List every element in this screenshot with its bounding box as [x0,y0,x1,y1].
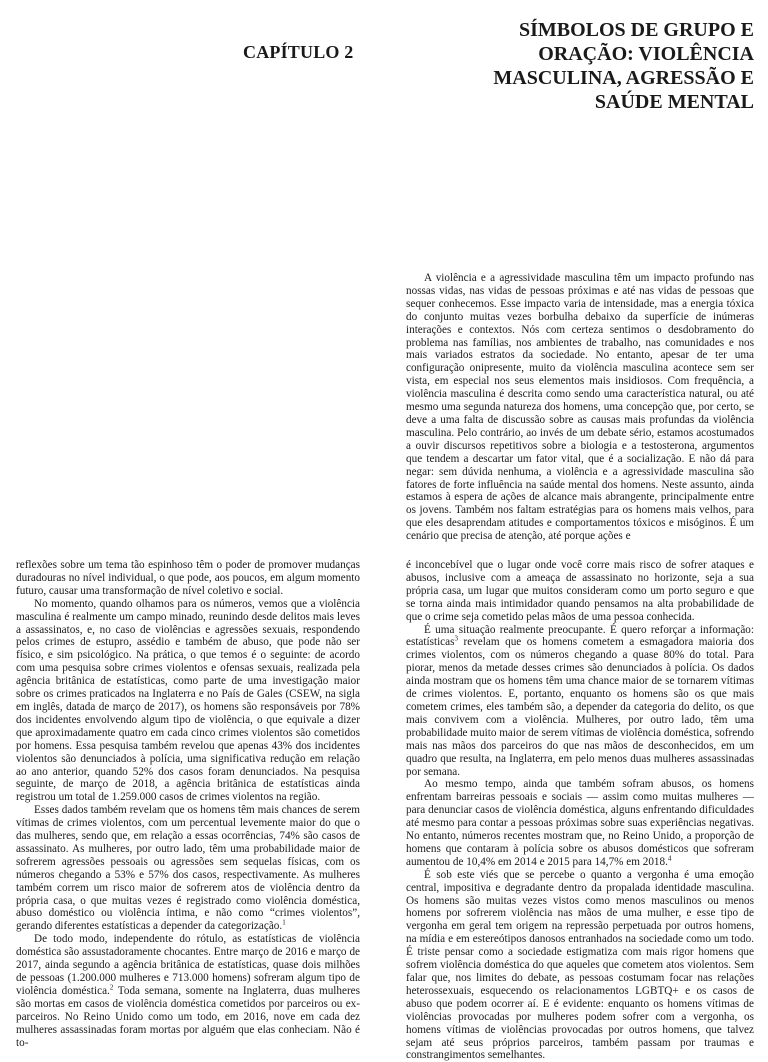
paragraph-text: De todo modo, independente do rótulo, as estatísticas de violência doméstica são assustadoramente chocantes. Entre março de 2016 e março de 2017, ainda segundo a agência britânica de estatísticas, quase dois milhões de pessoas (1.200.000 mulheres e 713.000 homens) sofreram algum tipo de violência doméstica. [16,933,360,997]
footnote-ref[interactable]: 1 [282,918,286,927]
paragraph-text: Ao mesmo tempo, ainda que também sofram abusos, os homens enfrentam barreiras pessoais e sociais — assim como muitas mulheres — para denunciar casos de violência doméstica, alguns enfrentando dificuldades até mesmo para contar a pessoas próximas sobre suas experiências negativas. No entanto, números recentes mostram que, no Reino Unido, a proporção de homens que contaram à polícia sobre os abusos domésticos que sofreram aumentou de 10,4% em 2014 e 2015 para 14,7% em 2018. [406,778,754,868]
paragraph-text: Esses dados também revelam que os homens têm mais chances de serem vítimas de crimes violentos, com um percentual levemente maior do que o das mulheres, sendo que, em relação a essas ocorrências, 74% são casos de assassinato. As mulheres, por outro lado, têm uma probabilidade maior de sofrerem agressões pessoais ou agressões sem sequelas físicas, com os números chegando a 53% e 57% dos casos, respectivamente. As mulheres também correm um risco maior de sofrerem atos de violência dentro da própria casa, o que muitas vezes é registrado como violência doméstica, abuso doméstico ou violência íntima, e não como “crimes violentos”, gerando diferentes estatísticas a depender da categorização. [16,804,360,933]
title-line: SAÚDE MENTAL [594,91,754,113]
intro-column [406,272,754,543]
title-line: SÍMBOLOS DE GRUPO E [518,19,754,41]
paragraph: No momento, quando olhamos para os números, vemos que a violência masculina é realmente um campo minado, reunindo desde delitos mais leves a assassinatos, e, no caso de violências e agressões sexuais, respondendo pelos crimes de estupro, assédio e também de abuso, que pode não ser físico, e sim psicológico. Na prática, o que temos é o seguinte: de acordo com uma pesquisa sobre crimes violentos e ofensas sexuais, realizada pela agência britânica de estatísticas, como parte de uma investigação maior sobre os crimes praticados na Inglaterra e no País de Gales (CSEW, na sigla em inglês, datada de março de 2017), os homens são responsáveis por 78% dos incidentes envolvendo algum tipo de violência, o que equivale a dizer que aproximadamente quatro em cada cinco crimes violentos são cometidos por homens. Essa pesquisa também revelou que apenas 43% dos incidentes violentos são denunciados à polícia, uma significativa redução em relação ao ano anterior, quando 52% dos casos foram denunciados. Na pesquisa seguinte, de março de 2018, a agência britânica de estatísticas ainda registrou um total de 1.259.000 casos de crimes violentos na região. [16,597,360,804]
paragraph [16,804,360,933]
footnote-ref[interactable]: 2 [109,983,114,992]
paragraph: É sob este viés que se percebe o quanto a vergonha é uma emoção central, impositiva e degradante dentro da propalada identidade masculina. Os homens são muitas vezes vistos como menos masculinos ou menos homens por sofrerem violência nas mãos de uma mulher, e esse tipo de vergonha em geral tem origem na repressão perpetuada por outros homens, na mídia e em estereótipos danosos entranhados na sociedade como um todo. É triste pensar como a sociedade estigmatiza com mais rigor homens que sofrem violência doméstica do que aqueles que cometem atos violentos. Sem falar que, nos limites do debate, as pessoas costumam focar nas relações heterossexuais, esquecendo os relacionamentos LGBTQ+ e os casos de abuso que podem ocorrer aí. E é evidente: enquanto os homens vítimas de violências provocadas por mulheres podem sofrer com a vergonha, os homens vítimas de violências provocadas por outros homens, que talvez sejam até seus próprios parceiros, também passam por traumas e constrangimentos semelhantes. [406,868,754,1062]
paragraph [406,778,754,868]
intro-paragraph: A violência e a agressividade masculina têm um impacto profundo nas nossas vidas, nas vidas de pessoas próximas e até nas vidas de pessoas que sequer conhecemos. Esse impacto varia de intensidade, mas a energia tóxica do conjunto muitas vezes borbulha debaixo da superfície de inúmeras interações e contextos. Nós com certeza sentimos o desdobramento do problema nas famílias, nos ambientes de trabalho, nas comunidades e nos mais variados estratos da sociedade. No entanto, apesar de ter uma configuração onipresente, muito da violência masculina acontece sem ser vista, em especial nos seus elementos mais insidiosos. Com frequência, a violência masculina é descrita como sendo uma característica natural, ou até mesmo uma segunda natureza dos homens, uma concepção que, por certo, se deve a uma falta de discussão sobre as causas mais profundas da violência masculina. Pelo contrário, ao invés de um debate sério, estamos acostumados a ouvir discursos repetitivos sobre a biologia e a testosterona, argumentos que tendem a descartar um fator vital, que é a socialização. E não dá para negar: sem dúvida nenhuma, a violência e a agressividade masculina são fatores de forte influência na saúde mental dos homens. Neste assunto, ainda estamos à espera de ações de alcance mais abrangente, principalmente entre os jovens. Também nos faltam estratégias para os homens mais velhos, para que eles desaprendam atitudes e comportamentos tóxicos e misóginos. É um cenário que precisa de atenção, até porque ações e [406,272,754,543]
footnote-ref[interactable]: 4 [667,854,672,863]
paragraph-text: Toda semana, somente na Inglaterra, duas mulheres são mortas em casos de violência doméstica cometidos por parceiros ou ex-parceiros. No Reino Unido como um todo, em 2016, nove em cada dez mulheres assassinadas foram mortas por alguém que elas conheciam. Não é to- [16,984,360,1049]
right-column [406,559,754,1062]
paragraph [16,933,360,1049]
title-line: ORAÇÃO: VIOLÊNCIA [538,43,754,65]
paragraph-continued: reflexões sobre um tema tão espinhoso têm o poder de promover mudanças duradouras no nível individual, o que pode, aos poucos, em algum momento futuro, causar uma transformação de nível coletivo e social. [16,559,360,597]
paragraph-text: revelam que os homens cometem a esmagadora maioria dos crimes violentos, com os números chegando a quase 80% do total. Para piorar, menos da metade desses crimes são denunciados à polícia. Os dados ainda mostram que os homens têm uma chance maior de se tornarem vítimas de crimes violentos. E, portanto, enquanto os homens são os que mais cometem crimes, eles também são, a depender da categoria do delito, os que mais convivem com a violência. Mulheres, por outro lado, têm uma probabilidade muito maior de serem vítimas de violência doméstica, sofrendo mais nas mãos dos parceiros do que nas mãos de desconhecidos, em um quadro que resulta, na Inglaterra, em pelo menos duas mulheres assassinadas por semana. [406,636,754,778]
footnote-ref[interactable]: 3 [454,634,458,643]
chapter-label: CAPÍTULO 2 [243,42,354,62]
chapter-title [434,18,754,114]
paragraph-text: É uma situação realmente preocupante. É quero reforçar a informação: estatísticas [406,623,754,649]
paragraph-continued: é inconcebível que o lugar onde você corre mais risco de sofrer ataques e abusos, inclusive com a ameaça de assassinato no horizonte, seja a sua própria casa, um lugar que muitos consideram como um porto seguro e que se torna ainda mais intimidador quando pensamos na alta probabilidade de que o crime seja cometido pelas mãos de uma pessoa conhecida. [406,559,754,623]
title-line: MASCULINA, AGRESSÃO E [493,67,754,89]
left-column [16,559,360,1049]
paragraph [406,624,754,779]
